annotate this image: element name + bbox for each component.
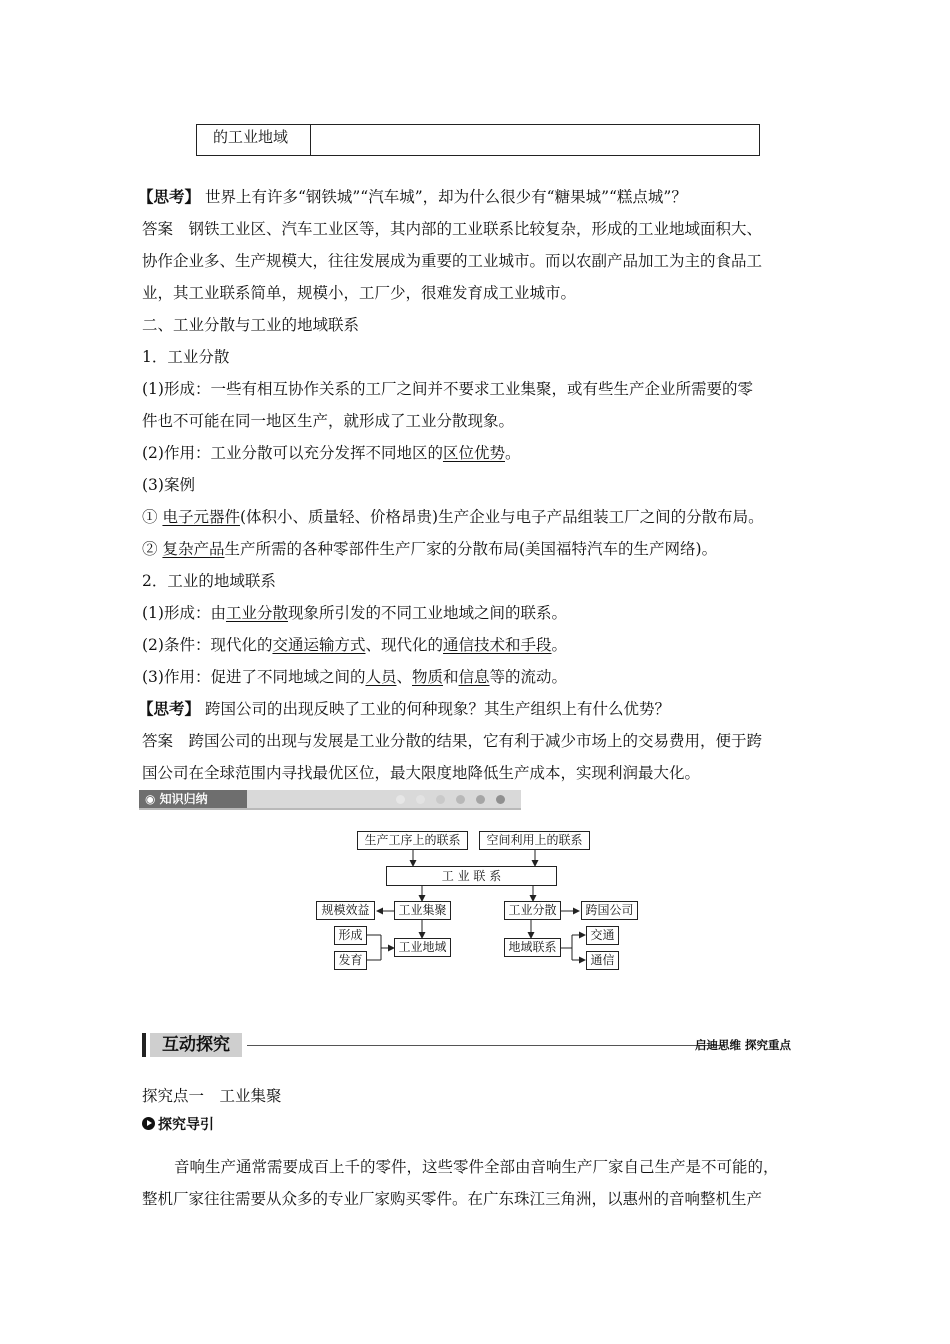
dispersion-role: (2)作用：工业分散可以充分发挥不同地区的区位优势。	[142, 444, 521, 462]
node-dispersion: 工业分散	[504, 901, 561, 920]
linkage-conditions: (2)条件：现代化的交通运输方式、现代化的通信技术和手段。	[142, 636, 568, 654]
explore-paragraph-line-1: 音响生产通常需要成百上千的零件，这些零件全部由音响生产厂家自己生产是不可能的，	[174, 1158, 779, 1176]
table-cell-label: 的工业地域	[197, 125, 311, 155]
subheading-dispersion: 1．工业分散	[142, 348, 230, 366]
answer-blank: 人员	[365, 668, 397, 686]
node-spatial-linkage: 空间利用上的联系	[479, 831, 590, 850]
answer-blank: 区位优势	[442, 444, 505, 462]
node-formation: 形成	[334, 926, 367, 945]
explore-paragraph-line-2: 整机厂家往往需要从众多的专业厂家购买零件。在广东珠江三角洲，以惠州的音响整机生产	[142, 1190, 763, 1208]
node-process-linkage: 生产工序上的联系	[357, 831, 468, 850]
node-agglomeration: 工业集聚	[394, 901, 451, 920]
node-industrial-linkage: 工 业 联 系	[386, 866, 557, 886]
node-development: 发育	[334, 951, 367, 970]
explore-point-title: 探究点一 工业集聚	[142, 1087, 282, 1105]
answer-label: 答案	[142, 220, 174, 238]
section-header-rule	[247, 1045, 725, 1046]
answer-blank: 工业分散	[225, 604, 288, 622]
case-2: ② 复杂产品生产所需的各种零部件生产厂家的分散布局(美国福特汽车的生产网络)。	[142, 540, 718, 558]
node-scale-benefit: 规模效益	[316, 901, 375, 920]
section-header-bar	[142, 1033, 146, 1057]
answer-blank: 交通运输方式	[272, 636, 366, 654]
answer-blank: 电子元器件	[162, 508, 240, 526]
node-industrial-region: 工业地域	[394, 938, 451, 957]
linkage-role: (3)作用：促进了不同地域之间的人员、物质和信息等的流动。	[142, 668, 568, 686]
node-transport: 交通	[586, 926, 619, 945]
answer-blank: 通信技术和手段	[443, 636, 552, 654]
knowledge-summary-label: ◉ 知识归纳	[139, 790, 247, 808]
linkage-formation: (1)形成：由工业分散现象所引发的不同工业地域之间的联系。	[142, 604, 567, 622]
answer-blank: 复杂产品	[162, 540, 225, 558]
think-question-2: 【思考】 跨国公司的出现反映了工业的何种现象？其生产组织上有什么优势？	[138, 699, 670, 718]
answer-label: 答案	[142, 732, 174, 750]
node-communication: 通信	[586, 951, 619, 970]
section-header-tag: 启迪思维 探究重点	[695, 1038, 792, 1052]
think-label: 【思考】	[138, 699, 201, 718]
answer-blank: 信息	[458, 668, 490, 686]
answer-line-1: 答案 钢铁工业区、汽车工业区等，其内部的工业联系比较复杂，形成的工业地域面积大、	[142, 220, 763, 238]
section-header-title: 互动探究	[150, 1033, 242, 1057]
dispersion-formation-a: (1)形成：一些有相互协作关系的工厂之间并不要求工业集聚，或有些生产企业所需要的零	[142, 380, 753, 398]
answer2-line-1: 答案 跨国公司的出现与发展是工业分散的结果，它有利于减少市场上的交易费用，便于跨	[142, 732, 763, 750]
dispersion-case-heading: (3)案例	[142, 476, 195, 494]
section-header	[139, 1031, 811, 1059]
node-regional-linkage: 地域联系	[504, 938, 561, 957]
subheading-linkage: 2．工业的地域联系	[142, 572, 276, 590]
answer-line-3: 业，其工业联系简单，规模小，工厂少，很难发育成工业城市。	[142, 284, 577, 302]
think-label: 【思考】	[138, 187, 201, 206]
section-heading: 二、工业分散与工业的地域联系	[142, 316, 360, 334]
dispersion-formation-b: 件也不可能在同一地区生产，就形成了工业分散现象。	[142, 412, 515, 430]
explore-guide-heading: 探究导引	[142, 1116, 214, 1134]
play-icon	[142, 1117, 155, 1130]
think-question-text: 世界上有许多“钢铁城”“汽车城”，却为什么很少有“糖果城”“糕点城”？	[204, 188, 687, 206]
answer2-line-2: 国公司在全球范围内寻找最优区位，最大限度地降低生产成本，实现利润最大化。	[142, 764, 701, 782]
case-1: ① 电子元器件(体积小、质量轻、价格昂贵)生产企业与电子产品组装工厂之间的分散布局。	[142, 508, 764, 526]
answer-blank: 物质	[412, 668, 444, 686]
node-multinational: 跨国公司	[581, 901, 638, 920]
answer-line-2: 协作企业多、生产规模大，往往发展成为重要的工业城市。而以农副产品加工为主的食品工	[142, 252, 763, 270]
